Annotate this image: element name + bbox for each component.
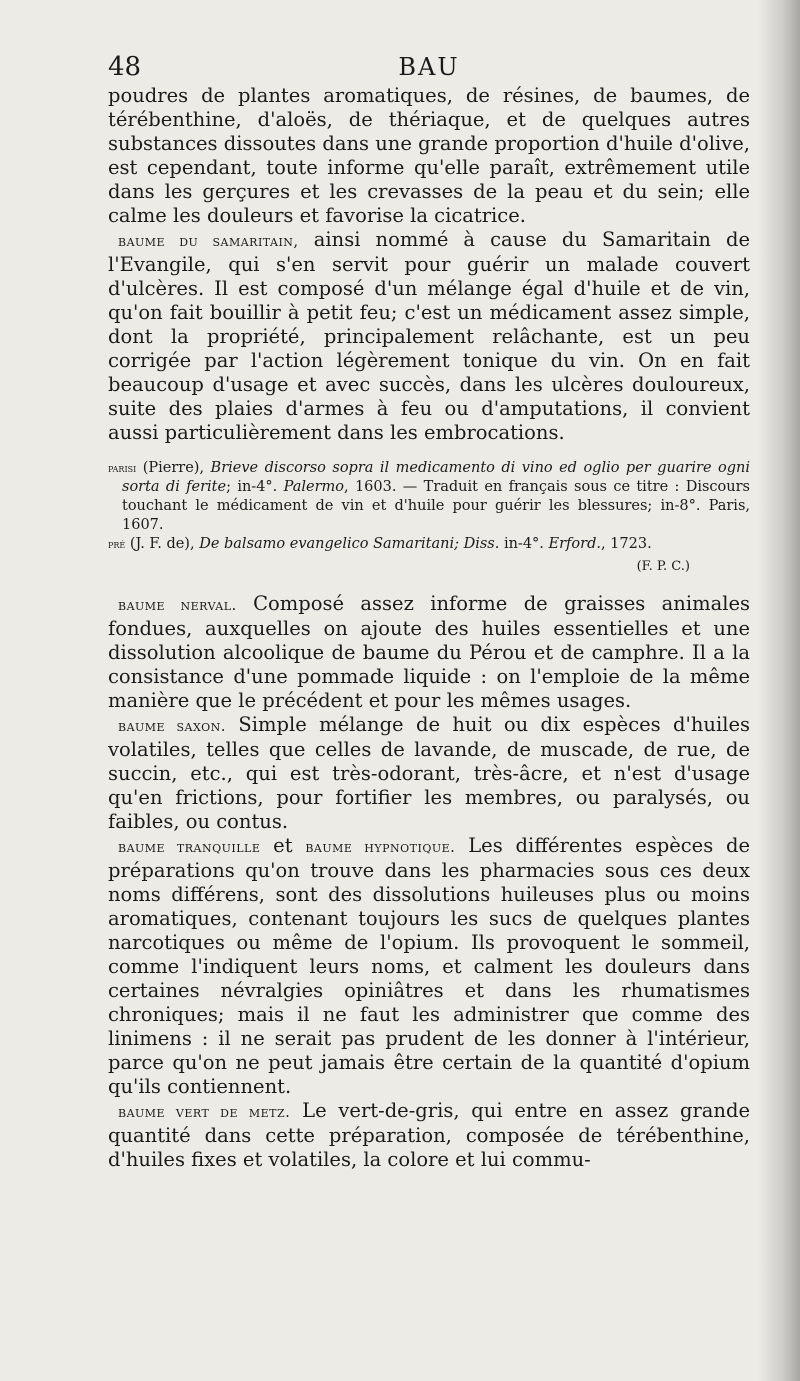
page-number: 48	[108, 52, 142, 82]
entry-baume-nerval	[108, 592, 750, 713]
entry-term: baume tranquille	[118, 838, 261, 856]
entry-term: baume du samaritain,	[118, 232, 299, 250]
reference-format: in-4°.	[499, 536, 549, 552]
author-signature: (F. P. C.)	[636, 559, 690, 574]
bibliography	[108, 459, 750, 576]
reference-place: Erford.	[548, 536, 601, 552]
reference-author-detail: (J. F. de),	[125, 536, 200, 552]
entry-baume-vert-de-metz	[108, 1099, 750, 1172]
reference-entry	[108, 459, 750, 535]
page-edge-shadow	[758, 0, 800, 1381]
reference-title: Brieve discorso sopra il medicamento di vino ed oglio per guarire ogni sorta di ferite	[122, 460, 751, 495]
entry-text: Simple mélange de huit ou dix espèces d'huiles volatiles, telles que celles de lavande, de muscade, de rue, de succin, etc., qui est très-odorant, très-âcre, et n'est d'usage qu'en frictions, pour fortifier les membres, ou paralysés, ou faibles, ou contus.	[108, 713, 751, 833]
book-page	[108, 50, 750, 1172]
reference-format: ; in-4°.	[226, 479, 284, 495]
entry-baume-saxon	[108, 713, 750, 834]
entry-term: baume nerval.	[118, 596, 237, 614]
entry-baume-tranquille	[108, 834, 750, 1099]
body-text-continued	[108, 592, 750, 1172]
reference-place: Palermo	[283, 479, 345, 495]
reference-author-detail: (Pierre),	[136, 460, 211, 476]
entry-term: baume vert de metz.	[118, 1103, 291, 1121]
entry-text: Les différentes espèces de préparations qu'on trouve dans les pharmacies sous ces deux noms différens, sont des dissolutions huileuses plus ou moins aromatiques, contenant toujours les sucs de quelques plantes narcotiques ou même de l'opium. Ils provoquent le sommeil, comme l'indiquent leurs noms, et calment les douleurs dans certaines névralgies opiniâtres et dans les rhumatismes chroniques; mais il ne faut les administrer que comme des linimens : il ne serait pas prudent de les donner à l'intérieur, parce qu'on ne peut jamais être certain de la quantité d'opium qu'ils contiennent.	[108, 834, 750, 1098]
running-head: BAU	[398, 53, 460, 81]
paragraph-continuation: poudres de plantes aromatiques, de résines, de baumes, de térébenthine, d'aloës, de thériaque, et de quelques autres substances dissoutes dans une grande proportion d'huile d'olive, est cependant, toute informe qu'elle paraît, extrêmement utile dans les gerçures et les crevasses de la peau et du sein; elle calme les douleurs et favorise la cicatrice.	[108, 84, 750, 227]
body-text	[108, 84, 750, 445]
entry-baume-du-samaritain	[108, 228, 750, 445]
reference-entry	[108, 535, 750, 554]
entry-term-secondary: baume hypnotique.	[305, 838, 456, 856]
reference-tail: , 1723.	[600, 536, 652, 552]
reference-tail: , 1603. — Traduit en français sous ce titre : Discours touchant le médicament de vin et d'huile pour guérir les blessures; in-8°. Paris, 1607.	[122, 479, 750, 533]
reference-title: De balsamo evangelico Samaritani; Diss.	[199, 536, 500, 552]
entry-text: ainsi nommé à cause du Samaritain de l'Evangile, qui s'en servit pour guérir un malade couvert d'ulcères. Il est composé d'un mélange égal d'huile et de vin, qu'on fait bouillir à petit feu; c'est un médicament assez simple, dont la propriété, principalement relâchante, est un peu corrigée par l'action légèrement tonique du vin. On en fait beaucoup d'usage et avec succès, dans les ulcères douloureux, suite des plaies d'armes à feu ou d'amputations, il convient aussi particulièrement dans les embrocations.	[108, 228, 751, 444]
reference-author: parisi	[108, 461, 137, 475]
entry-text: Composé assez informe de graisses animales fondues, auxquelles on ajoute des huiles essentielles et une dissolution alcoolique de baume du Pérou et de camphre. Il a la consistance d'une pommade liquide : on l'emploie de la même manière que le précédent et pour les mêmes usages.	[108, 592, 750, 712]
reference-author: pré	[108, 537, 126, 551]
page-header	[108, 50, 750, 84]
entry-connector: et	[260, 834, 306, 857]
entry-term: baume saxon.	[118, 717, 227, 735]
entry-text: Le vert-de-gris, qui entre en assez grande quantité dans cette préparation, composée de térébenthine, d'huiles fixes et volatiles, la colore et lui commu-	[108, 1099, 750, 1171]
